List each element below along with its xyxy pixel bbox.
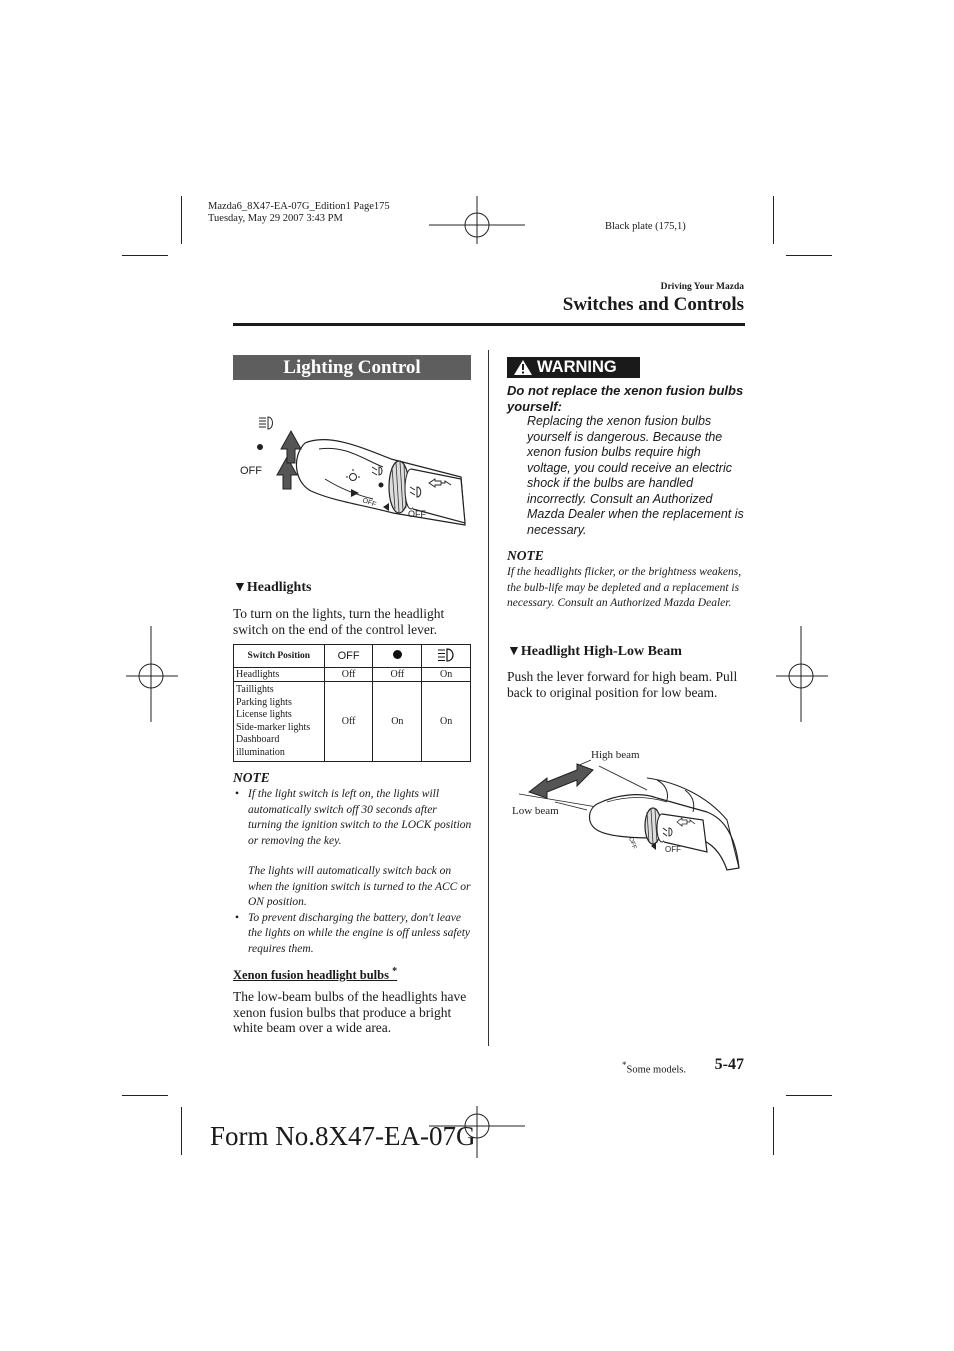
off-label-small-2: OFF <box>408 509 426 519</box>
headlight-icon <box>436 648 456 662</box>
headlight-high-icon <box>259 417 273 429</box>
print-meta-line1: Mazda6_8X47-EA-07G_Edition1 Page175 <box>208 201 390 212</box>
print-meta <box>208 201 390 225</box>
warning-body: Replacing the xenon fusion bulbs yourself is dangerous. Because the xenon fusion bulbs require high voltage, you could receive an electric shock if the bulbs are handled incorrectly. Consult an Authorized Mazda Dealer when the replacement is necessary. <box>527 414 744 537</box>
triangle-down-icon: ▼ <box>507 644 521 659</box>
parking-dot-icon <box>393 650 402 659</box>
off-label-small-2: OFF <box>665 845 681 854</box>
off-label-small: OFF <box>627 836 637 850</box>
registration-mark-top <box>425 196 529 256</box>
hilo-heading: ▼Headlight High-Low Beam <box>507 644 682 659</box>
table-header-label: Switch Position <box>234 645 325 668</box>
warning-triangle-icon <box>513 359 533 376</box>
table-cell: Off <box>373 668 422 682</box>
table-header-off: OFF <box>324 645 373 668</box>
headlights-heading: ▼Headlights <box>233 580 312 595</box>
warning-lead: Do not replace the xenon fusion bulbs yourself: <box>507 383 744 414</box>
table-row-label: Headlights <box>234 668 325 682</box>
table-cell: On <box>422 682 471 762</box>
note-subtext: The lights will automatically switch back on when the ignition switch is turned to the ACC or ON position. <box>248 865 471 908</box>
note-item: • If the light switch is left on, the lights will automatically switch off 30 seconds after turning the ignition switch to the LOCK position or removing the key. The lights will automatically switch back on when the ignition switch is turned to the ACC or ON position. <box>233 787 473 911</box>
registration-mark-left <box>122 626 182 726</box>
off-label: OFF <box>240 465 262 477</box>
plate-label: Black plate (175,1) <box>605 221 686 232</box>
some-models-star: * <box>392 966 398 977</box>
form-number: Form No.8X47-EA-07G <box>210 1121 476 1151</box>
low-beam-label: Low beam <box>512 805 559 817</box>
section-label: Driving Your Mazda <box>660 282 744 292</box>
xenon-body: The low-beam bulbs of the headlights have xenon fusion bulbs that produce a bright white beam over a wide area. <box>233 989 467 1035</box>
print-meta-line2: Tuesday, May 29 2007 3:43 PM <box>208 213 343 224</box>
triangle-down-icon: ▼ <box>233 580 247 595</box>
registration-mark-right <box>772 626 832 726</box>
table-row <box>234 668 471 682</box>
table-row <box>234 682 471 762</box>
table-header-row <box>234 645 471 668</box>
off-label-small: OFF <box>361 497 377 509</box>
note-body-right: If the headlights flicker, or the brightness weakens, the bulb-life may be depleted and a replacement is necessary. Consult an Authorized Mazda Dealer. <box>507 566 742 609</box>
column-divider <box>488 350 489 1046</box>
switch-position-table <box>233 644 471 762</box>
table-cell: Off <box>324 682 373 762</box>
note-title: NOTE <box>233 770 270 785</box>
high-low-beam-illustration <box>507 740 747 882</box>
table-cell: On <box>373 682 422 762</box>
xenon-heading: Xenon fusion headlight bulbs * <box>233 966 398 983</box>
headlights-body: To turn on the lights, turn the headlight switch on the end of the control lever. <box>233 606 445 637</box>
note-item: • To prevent discharging the battery, don't leave the lights on while the engine is off unless safety requires them. <box>233 911 473 958</box>
table-cell: Off <box>324 668 373 682</box>
note-list <box>233 787 473 957</box>
table-header-headlight <box>422 645 471 668</box>
lighting-lever-illustration <box>233 405 473 540</box>
table-cell: On <box>422 668 471 682</box>
some-models-note: *Some models. <box>622 1060 686 1076</box>
note-title-right: NOTE <box>507 548 544 563</box>
warning-tag <box>507 357 640 378</box>
some-models-star-footer: * <box>622 1060 627 1070</box>
header-rule <box>233 323 745 326</box>
hilo-body: Push the lever forward for high beam. Pull back to original position for low beam. <box>507 669 738 700</box>
table-row-label: Taillights Parking lights License lights Side-marker lights Dashboard illumination <box>234 682 325 762</box>
page-number: 5-47 <box>714 1056 744 1073</box>
section-heading-lighting-control: Lighting Control <box>233 355 471 380</box>
page-title: Switches and Controls <box>562 294 744 315</box>
warning-label: WARNING <box>537 358 617 376</box>
high-beam-label: High beam <box>591 749 640 761</box>
table-header-parking <box>373 645 422 668</box>
